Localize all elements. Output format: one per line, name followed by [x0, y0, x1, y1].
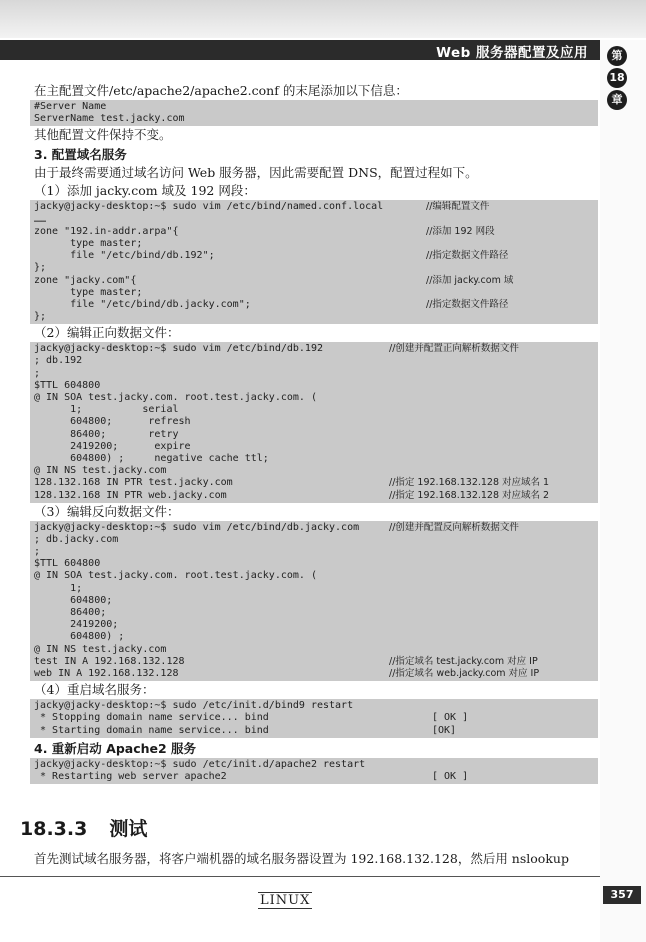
code-line: [34, 759, 594, 771]
chapter-badge-number: 18: [607, 68, 627, 88]
linux-logo: LINUX: [260, 893, 311, 908]
code-line: [34, 101, 594, 113]
code-text: 604800; refresh: [34, 416, 191, 428]
chapter-badge: [607, 46, 629, 112]
code-block: [30, 100, 598, 126]
code-text: jacky@jacky-desktop:~$ sudo vim /etc/bind/db.jacky.com: [34, 521, 360, 533]
code-line: [34, 416, 594, 428]
code-text: @ IN NS test.jacky.com: [34, 643, 167, 655]
code-text: 86400; retry: [34, 428, 179, 440]
step-label: （2）编辑正向数据文件：: [34, 325, 180, 341]
code-comment: [ OK ]: [432, 712, 469, 724]
code-text: jacky@jacky-desktop:~$ sudo /etc/init.d/bind9 restart: [34, 700, 354, 712]
code-text: file "/etc/bind/db.192";: [34, 250, 215, 262]
code-line: [34, 453, 594, 465]
header-title: Web 服务器配置及应用: [436, 45, 588, 61]
code-line: [34, 380, 594, 392]
code-comment: //编辑配置文件: [426, 201, 490, 213]
code-line: [34, 477, 594, 489]
code-line: [34, 214, 594, 226]
code-line: [34, 226, 594, 238]
top-scan-band: [0, 0, 646, 38]
code-line: [34, 465, 594, 477]
code-line: [34, 392, 594, 404]
code-line: [34, 311, 594, 323]
code-line: [34, 429, 594, 441]
code-block: [30, 200, 598, 324]
code-line: [34, 631, 594, 643]
section-heading: [20, 814, 169, 841]
code-line: [34, 287, 594, 299]
code-line: [34, 490, 594, 502]
code-text: test IN A 192.168.132.128: [34, 655, 185, 667]
code-line: [34, 522, 594, 534]
code-block: [30, 758, 598, 784]
code-line: [34, 441, 594, 453]
code-text: jacky@jacky-desktop:~$ sudo vim /etc/bind/named.conf.local: [34, 201, 384, 213]
code-text: $TTL 604800: [34, 558, 101, 570]
code-comment: //指定域名 test.jacky.com 对应 IP: [389, 655, 538, 667]
code-text: ; db.jacky.com: [34, 533, 119, 545]
code-text: zone "jacky.com"{: [34, 274, 137, 286]
code-text: * Stopping domain name service... bind: [34, 712, 269, 724]
code-text: file "/etc/bind/db.jacky.com";: [34, 298, 251, 310]
code-line: [34, 262, 594, 274]
running-header: [0, 40, 600, 60]
paragraph: 其他配置文件保持不变。: [34, 127, 172, 143]
code-text: };: [34, 311, 47, 323]
code-text: type master;: [34, 286, 143, 298]
code-line: [34, 250, 594, 262]
code-line: [34, 595, 594, 607]
code-text: @ IN SOA test.jacky.com. root.test.jacky.com. (: [34, 392, 317, 403]
code-text: 1; serial: [34, 404, 179, 416]
code-comment: //指定 192.168.132.128 对应域名 2: [389, 489, 550, 501]
code-line: [34, 619, 594, 631]
paragraph: 首先测试域名服务器，将客户端机器的域名服务器设置为 192.168.132.128，然后用 nslookup: [34, 851, 569, 866]
code-comment: //创建并配置正向解析数据文件: [389, 343, 519, 355]
code-text: $TTL 604800: [34, 379, 101, 391]
code-comment: [OK]: [432, 724, 457, 736]
code-line: [34, 546, 594, 558]
code-line: [34, 725, 594, 737]
right-margin-strip: [600, 40, 646, 942]
code-line: [34, 583, 594, 595]
code-text: ……: [34, 213, 47, 225]
code-text: ServerName test.jacky.com: [34, 113, 185, 125]
code-comment: //添加 jacky.com 域: [426, 274, 514, 286]
code-text: 86400;: [34, 607, 107, 618]
code-comment: //创建并配置反向解析数据文件: [389, 521, 519, 533]
code-text: #Server Name: [34, 101, 107, 112]
subheading: 4. 重新启动 Apache2 服务: [34, 740, 197, 756]
code-line: [34, 201, 594, 213]
code-text: * Restarting web server apache2: [34, 770, 227, 782]
code-line: [34, 558, 594, 570]
code-line: [34, 368, 594, 380]
code-comment: [ OK ]: [432, 770, 469, 782]
section-title: 测试: [109, 818, 148, 840]
code-text: 128.132.168 IN PTR web.jacky.com: [34, 489, 227, 501]
code-line: [34, 700, 594, 712]
code-text: @ IN SOA test.jacky.com. root.test.jacky.com. (: [34, 570, 317, 582]
code-text: ; db.192: [34, 355, 83, 367]
code-text: 128.132.168 IN PTR test.jacky.com: [34, 477, 233, 489]
chapter-badge-char: 第: [607, 46, 627, 66]
paragraph: 由于最终需要通过域名访问 Web 服务器，因此需要配置 DNS，配置过程如下。: [34, 165, 478, 181]
code-line: [34, 656, 594, 668]
step-label: （3）编辑反向数据文件：: [34, 503, 180, 519]
code-comment: //指定数据文件路径: [426, 298, 509, 310]
code-comment: //指定域名 web.jacky.com 对应 IP: [389, 667, 540, 679]
code-text: 2419200;: [34, 619, 119, 631]
page-number: 357: [603, 886, 641, 904]
code-line: [34, 534, 594, 546]
code-text: };: [34, 262, 47, 274]
code-text: jacky@jacky-desktop:~$ sudo vim /etc/bind/db.192: [34, 343, 323, 355]
code-text: 604800) ; negative cache ttl;: [34, 452, 269, 464]
code-text: jacky@jacky-desktop:~$ sudo /etc/init.d/apache2 restart: [34, 758, 366, 770]
code-line: [34, 299, 594, 311]
subheading: 3. 配置域名服务: [34, 147, 127, 163]
code-comment: //指定数据文件路径: [426, 250, 509, 262]
code-line: [34, 343, 594, 355]
code-line: [34, 644, 594, 656]
page-content: [34, 82, 590, 784]
code-line: [34, 404, 594, 416]
code-block: [30, 699, 598, 738]
code-text: zone "192.in-addr.arpa"{: [34, 225, 179, 237]
code-text: ;: [34, 546, 41, 558]
code-line: [34, 607, 594, 619]
paragraph: 在主配置文件/etc/apache2/apache2.conf 的末尾添加以下信息：: [34, 83, 408, 98]
chapter-badge-char: 章: [607, 90, 627, 110]
footer-divider: [0, 876, 600, 877]
code-text: * Starting domain name service... bind: [34, 724, 269, 736]
code-line: [34, 238, 594, 250]
code-text: type master;: [34, 237, 143, 249]
code-block: [30, 342, 598, 502]
code-text: 2419200; expire: [34, 440, 191, 452]
code-line: [34, 712, 594, 724]
code-line: [34, 668, 594, 680]
code-line: [34, 275, 594, 287]
code-comment: //指定 192.168.132.128 对应域名 1: [389, 477, 550, 489]
code-block: [30, 521, 598, 681]
code-line: [34, 570, 594, 582]
code-line: [34, 355, 594, 367]
code-text: web IN A 192.168.132.128: [34, 667, 179, 679]
step-label: （1）添加 jacky.com 域及 192 网段：: [34, 183, 256, 199]
code-text: 1;: [34, 582, 83, 594]
code-line: [34, 113, 594, 125]
step-label: （4）重启域名服务：: [34, 682, 155, 698]
code-text: 604800) ;: [34, 631, 125, 643]
code-comment: //添加 192 网段: [426, 225, 495, 237]
code-text: 604800;: [34, 594, 113, 606]
code-line: [34, 771, 594, 783]
section-number: 18.3.3: [20, 818, 88, 840]
code-text: @ IN NS test.jacky.com: [34, 465, 167, 477]
code-text: ;: [34, 367, 41, 379]
